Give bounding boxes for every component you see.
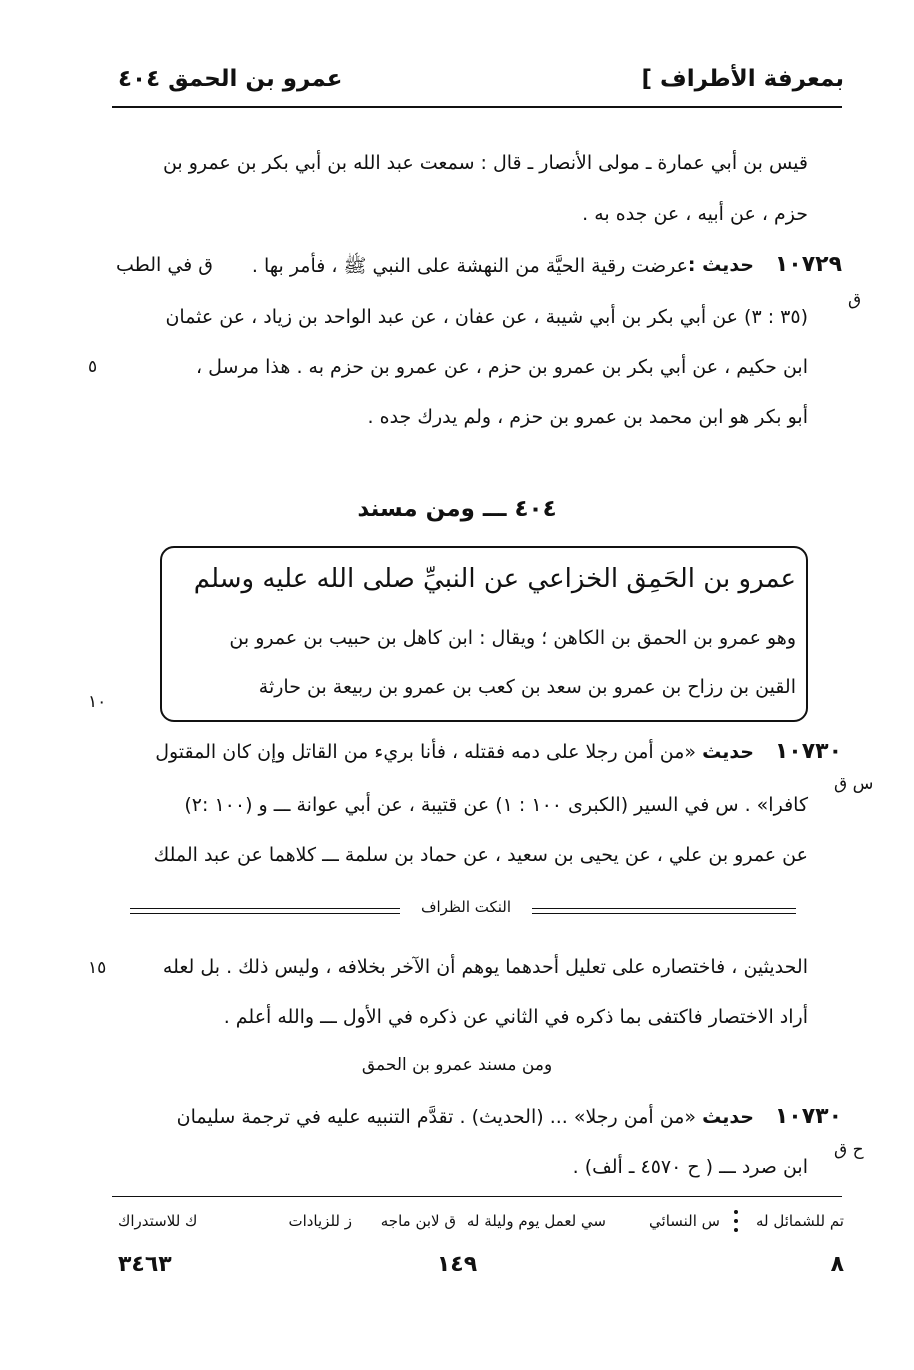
section-heading: ٤٠٤ ـــ ومن مسند — [357, 496, 557, 522]
abbreviation-key: تم للشمائل له — [755, 1212, 844, 1230]
text-line: (٣٥ : ٣) عن أبي بكر بن أبي شيبة ، عن عفان ، عن عبد الواحد بن زياد ، عن عثمان — [165, 306, 808, 328]
abbreviation-key: ز للزيادات — [288, 1212, 352, 1230]
line-number: ٥ — [88, 357, 98, 377]
text-line: الحديثين ، فاختصاره على تعليل أحدهما يوهم أن الآخر بخلافه ، وليس ذلك . بل لعله — [162, 956, 808, 978]
text-line: عرضت رقية الحيَّة من النهشة على النبي ﷺ ، فأمر بها . — [251, 255, 688, 277]
text-line: «من أمن رجلا على دمه فقتله ، فأنا بريء من القاتل وإن كان المقتول — [155, 741, 696, 763]
margin-siglum: ق — [848, 290, 862, 310]
text-line: أراد الاختصار فاكتفى بما ذكره في الثاني عن ذكره في الأول ـــ والله أعلم . — [223, 1006, 808, 1028]
text-line: «من أمن رجلا» ... (الحديث) . تقدَّم التنبيه عليه في ترجمة سليمان — [176, 1106, 696, 1128]
source-reference: ق في الطب — [116, 254, 214, 276]
line-number: ١٠ — [88, 692, 107, 712]
abbreviation-key: س النسائي — [649, 1212, 720, 1230]
line-number: ١٥ — [88, 958, 107, 978]
hadith-number: ١٠٧٣٠ — [774, 739, 842, 764]
abbreviation-key: ك للاستدراك — [118, 1212, 198, 1230]
nukat-subtitle: ومن مسند عمرو بن الحمق — [361, 1055, 553, 1075]
text-line: ابن صرد ـــ ( ح ٤٥٧٠ ـ ألف) . — [572, 1156, 808, 1178]
running-header-left: عمرو بن الحمق ٤٠٤ — [118, 66, 343, 92]
sequence-number: ٣٤٦٣ — [118, 1252, 172, 1277]
abbreviation-key: ق لابن ماجه — [380, 1212, 456, 1230]
text-line: أبو بكر هو ابن محمد بن عمرو بن حزم ، ولم يدرك جده . — [367, 406, 808, 428]
divider-left — [130, 908, 400, 914]
dots-separator — [732, 1208, 738, 1234]
running-header-right: بمعرفة الأطراف ] — [641, 66, 844, 92]
text-line: حزم ، عن أبيه ، عن جده به . — [582, 203, 808, 225]
text-line: القين بن رزاح بن عمرو بن سعد بن كعب بن عمرو بن ربيعة بن حارثة — [258, 676, 796, 698]
nukat-label: النكت الظراف — [420, 898, 512, 916]
page-number: ١٤٩ — [436, 1252, 478, 1277]
volume-number: ٨ — [830, 1252, 844, 1277]
text-line: كافرا» . س في السير (الكبرى ١٠٠ : ١) عن قتيبة ، عن أبي عوانة ـــ و (١٠٠ :٢) — [184, 794, 808, 816]
text-line: وهو عمرو بن الحمق بن الكاهن ؛ ويقال : ابن كاهل بن حبيب بن عمرو بن — [229, 627, 796, 649]
footer-rule — [112, 1196, 842, 1197]
text-line: قيس بن أبي عمارة ـ مولى الأنصار ـ قال : سمعت عبد الله بن أبي بكر بن عمرو بن — [162, 152, 808, 174]
musnad-title: عمرو بن الحَمِق الخزاعي عن النبيِّ صلى الله عليه وسلم — [193, 564, 796, 594]
hadith-label: حديث — [702, 1106, 754, 1128]
hadith-number: ١٠٧٣٠ — [774, 1104, 842, 1129]
margin-siglum: س ق — [834, 774, 874, 794]
header-rule — [112, 106, 842, 108]
divider-right — [532, 908, 796, 914]
hadith-label: حديث : — [687, 254, 754, 276]
text-line: ابن حكيم ، عن أبي بكر بن عمرو بن حزم ، عن عمرو بن حزم به . هذا مرسل ، — [195, 356, 808, 378]
margin-siglum: ح ق — [834, 1140, 864, 1160]
hadith-number: ١٠٧٢٩ — [774, 252, 842, 277]
abbreviation-key: سي لعمل يوم وليلة له — [466, 1212, 606, 1230]
text-line: عن عمرو بن علي ، عن يحيى بن سعيد ، عن حماد بن سلمة ـــ كلاهما عن عبد الملك — [153, 844, 808, 866]
hadith-label: حديث — [702, 741, 754, 763]
